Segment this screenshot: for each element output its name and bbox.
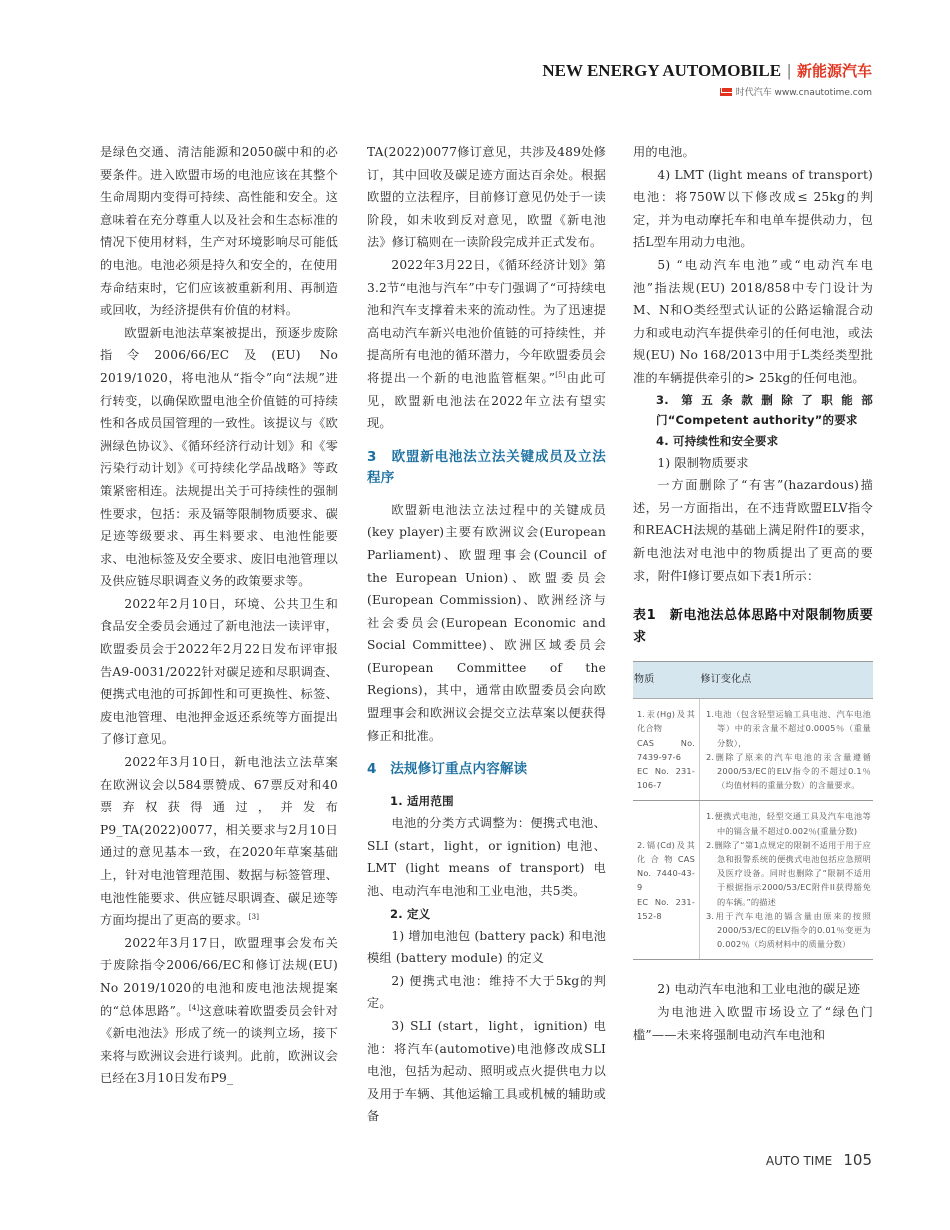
substance-line: 2.镉(Cd)及其化合物CAS No. 7440-43-9 — [637, 839, 695, 893]
site-url: 时代汽车 www.cnautotime.com — [735, 88, 872, 98]
table-caption: 表1 新电池法总体思路中对限制物质要求 — [633, 608, 873, 646]
substance-line: EC No. 231-106-7 — [637, 765, 695, 791]
substance-cell — [633, 699, 700, 801]
paragraph-text: 由此可见，欧盟新电池法在2022年立法有望实现。 — [367, 370, 606, 431]
restricted-substances-table — [633, 661, 873, 960]
site-line — [720, 85, 872, 98]
paragraph — [100, 751, 338, 932]
page-footer — [766, 1150, 872, 1169]
substance-line: CAS No. 7439-97-6 — [637, 737, 695, 762]
change-item: 3.用于汽车电池的镉含量由原来的按照2000/53/EC的ELV指令的0.01％变更为0.002％（均质材料中的质量分数） — [706, 910, 871, 950]
paragraph — [367, 254, 606, 435]
paragraph: 5) “电动汽车电池”或“电动汽车电池”指法规(EU) 2018/858中专门设计为M、N和O类经型式认证的公路运输混合动力和或电动汽车提供牵引的任何电池，或法规(EU) No 168/2013中用于L类经类型批准的车辆提供牵引的> 25kg的任何电池。 — [633, 257, 873, 385]
journal-header — [542, 60, 872, 81]
paragraph: 电池的分类方式调整为：便携式电池、SLI (start，light，or ignition) 电池、LMT (light means of transport) 电池、电动汽车电池和工业电池，共5类。 — [367, 816, 606, 899]
mail-icon — [720, 88, 732, 96]
citation: [4] — [188, 1003, 200, 1012]
paragraph: 为电池进入欧盟市场设立了“绿色门槛”——未来将强制电动汽车电池和 — [633, 1004, 873, 1042]
subsection-heading: 4. 可持续性和安全要求 — [656, 433, 779, 448]
journal-title-cn: 新能源汽车 — [796, 62, 872, 80]
change-item: 1.电池（包含轻型运输工具电池、汽车电池等）中的汞含量不超过0.0005％（重量分数）， — [706, 709, 871, 748]
citation: [3] — [248, 913, 260, 922]
paragraph: 3) SLI (start，light，ignition) 电池：将汽车(automotive)电池修改成SLI电池，包括为起动、照明或点火提供电力以及用于车辆、其他运输工具或机械的辅助或备 — [367, 1019, 606, 1124]
paragraph-text: 2022年3月17日，欧盟理事会发布关于废除指令2006/66/EC和修订法规(EU) No 2019/1020的电池和废电池法规提案的“总体思路”。 — [100, 935, 338, 1018]
paragraph: 4) LMT (light means of transport) 电池：将750W以下修改成≤ 25kg的判定，并为电动摩托车和电单车提供动力，包括L型车用动力电池。 — [633, 167, 873, 250]
paragraph: 2022年2月10日，环境、公共卫生和食品安全委员会通过了新电池法一读评审，欧盟委员会于2022年2月22日发布评审报告A9-0031/2022针对碳足迹和尽职调查、便携式电池的可拆卸性和可更换性、标签、废电池管理、电池押金返还系统等方面提出了修订意见。 — [100, 596, 338, 747]
paragraph: 2) 便携式电池：维持不大于5kg的判定。 — [367, 973, 606, 1011]
table-header-cell: 物质 — [633, 662, 700, 699]
changes-cell — [700, 699, 874, 801]
journal-title-en: NEW ENERGY AUTOMOBILE — [542, 61, 782, 80]
paragraph: 欧盟新电池法立法过程中的关键成员(key player)主要有欧洲议会(European Parliament)、欧盟理事会(Council of the European Union)、欧盟委员会(European Commission)、欧洲经济与社会委员会(European Economic and Social Committee)、欧洲区域委员会(European Committee of the Regions)，其中，通常由欧盟委员会向欧盟理事会和欧洲议会提交立法草案以便获得修正和批准。 — [367, 502, 606, 743]
paragraph: 一方面删除了“有害”(hazardous)描述，另一方面指出，在不违背欧盟ELV指令和REACH法规的基础上满足附件I的要求，新电池法对电池中的物质提出了更高的要求，附件I修订要点如下表1所示： — [633, 478, 873, 583]
paragraph-text: 这意味着欧盟委员会针对《新电池法》形成了统一的谈判立场，接下来将与欧洲议会进行谈判。此前，欧洲议会已经在3月10日发布P9_ — [100, 1003, 339, 1086]
subsection-heading: 3. 第五条款删除了职能部门“Competent authority”的要求 — [656, 392, 873, 427]
magazine-name: AUTO TIME — [765, 1154, 833, 1168]
paragraph-text: 2022年3月22日，《循环经济计划》第3.2节“电池与汽车”中专门强调了“可持续电池和汽车支撑着未来的流动性。为了迅速提高电动汽车新兴电池价值链的可持续性，并提高所有电池的循环潜力，今年欧盟委员会将提出一个新的电池监管框架。” — [367, 257, 606, 385]
change-item: 2.删除了原来的汽车电池的汞含量遵循2000/53/EC的ELV指令的不超过0.1％（均值材料的重量分数）的含量要求。 — [706, 751, 871, 791]
section-heading: 3 欧盟新电池法立法关键成员及立法程序 — [367, 448, 606, 486]
title-separator: | — [787, 61, 791, 80]
paragraph — [100, 932, 338, 1090]
subsection-heading: 2. 定义 — [390, 906, 431, 921]
paragraph-text: 2022年3月10日，新电池法立法草案在欧洲议会以584票赞成、67票反对和40票弃权获得通过，并发布P9_TA(2022)0077，相关要求与2月10日通过的意见基本一致，在2020年草案基础上，针对电池管理范围、数据与标签管理、电池性能要求、供应链尽职调查、碳足迹等方面均提出了更高的要求。 — [100, 755, 338, 928]
table-row — [633, 699, 873, 801]
substance-cell — [633, 801, 700, 960]
change-item: 1.便携式电池，轻型交通工具及汽车电池等中的镉含量不超过0.002％(重量分数) — [706, 811, 871, 836]
paragraph: 2) 电动汽车电池和工业电池的碳足迹 — [657, 982, 861, 997]
paragraph: 1) 增加电池包 (battery pack) 和电池模组 (battery module) 的定义 — [367, 928, 606, 966]
citation: [5] — [555, 370, 566, 379]
paragraph: 用的电池。 — [633, 145, 695, 159]
table-header-cell: 修订变化点 — [700, 662, 874, 699]
column-1 — [100, 141, 338, 1090]
substance-line: 1.汞(Hg)及其化合物 — [637, 709, 695, 734]
changes-cell — [700, 801, 874, 960]
column-3 — [633, 141, 873, 1046]
paragraph: TA(2022)0077修订意见，共涉及489处修订，其中回收及碳足迹方面达百余处。根据欧盟的立法程序，目前修订意见仍处于一读阶段，如未收到反对意见，欧盟《新电池法》修订稿则在一读阶段完成并正式发布。 — [367, 145, 606, 250]
paragraph: 是绿色交通、清洁能源和2050碳中和的必要条件。进入欧盟市场的电池应该在其整个生命周期内变得可持续、高性能和安全。这意味着在充分尊重人以及社会和生态标准的情况下使用材料，生产对环境影响尽可能低的电池。电池必须是持久和安全的，在使用寿命结束时，它们应该被重新利用、再制造或回收，为经济提供有价值的材料。 — [100, 145, 338, 318]
table-header-row — [633, 662, 873, 699]
substance-line: EC No. 231-152-8 — [637, 896, 695, 921]
paragraph: 欧盟新电池法草案被提出，预逐步废除指令2006/66/EC及(EU) No 2019/1020，将电池从“指令”向“法规”进行转变，以确保欧盟电池全价值链的可持续性和各成员国管理的一致性。该提议与《欧洲绿色协议》、《循环经济行动计划》和《零污染行动计划》《可持续化学品战略》等政策紧密相连。法规提出关于可持续性的强制性要求，包括：汞及镉等限制物质要求、碳足迹等级要求、再生料要求、电池性能要求、电池标签及安全要求、废旧电池管理以及供应链尽职调查义务的政策要求等。 — [100, 325, 338, 589]
column-2 — [367, 141, 606, 1128]
page-number: 105 — [843, 1151, 872, 1169]
change-item: 2.删除了“第1点规定的限制不适用于用于应急和报警系统的便携式电池包括应急照明及医疗设备。同时也删除了“限制不适用于根据指示2000/53/EC附件II获得豁免的车辆。”的描述 — [706, 839, 871, 907]
paragraph: 1) 限制物质要求 — [657, 455, 749, 470]
subsection-heading: 1. 适用范围 — [390, 794, 454, 809]
table-row — [633, 801, 873, 960]
section-heading: 4 法规修订重点内容解读 — [367, 761, 528, 778]
